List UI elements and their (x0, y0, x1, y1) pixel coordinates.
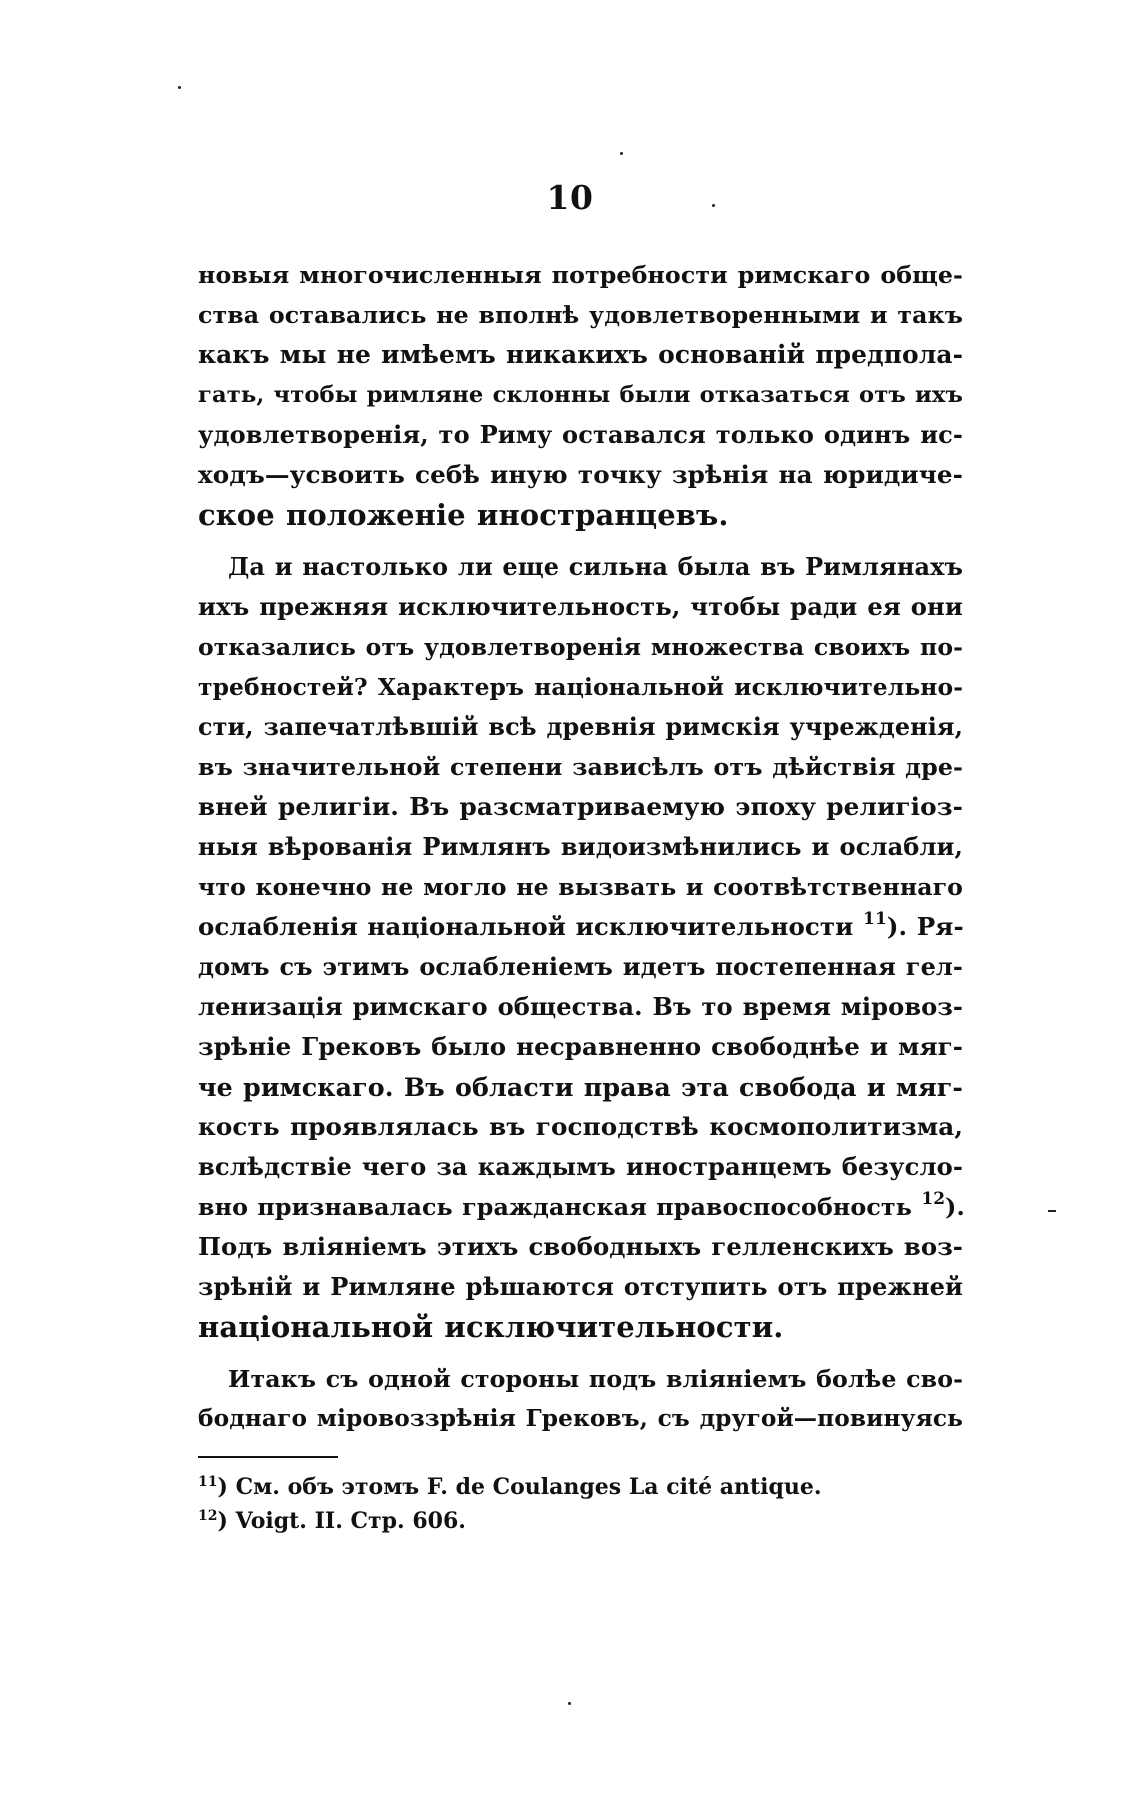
footnote-mark: $^{11}$) (198, 1474, 228, 1500)
text-line: ленизація римскаго общества. Въ то время міровоз- (198, 992, 963, 1021)
text-line: ходъ—усвоить себѣ иную точку зрѣнія на юридиче- (198, 460, 963, 489)
footnote-ref: 12 (921, 1189, 946, 1209)
text-line: гать, чтобы римляне склонны были отказаться отъ ихъ (198, 382, 963, 408)
scan-speck (568, 1702, 571, 1705)
text-line: новыя многочисленныя потребности римскаго обще- (198, 261, 963, 289)
scan-speck (712, 204, 715, 207)
text-line: сти, запечатлѣвшій всѣ древнія римскія учрежденія, (198, 713, 963, 741)
text-line-with-footnote-ref (198, 907, 963, 947)
text-line: отказались отъ удовлетворенія множества своихъ по- (198, 633, 963, 661)
text-line: удовлетворенія, то Риму оставался только одинъ ис- (198, 420, 963, 449)
footnote-text: См. объ этомъ F. de Coulanges La cité antique. (235, 1474, 822, 1500)
footnote-text: Voigt. II. Стр. 606. (235, 1508, 466, 1534)
scan-speck (1048, 1210, 1056, 1212)
text-line-tail: ). (945, 1193, 965, 1221)
footnote-ref: 11 (863, 909, 887, 929)
footnote (198, 1504, 898, 1538)
text-line: зрѣніе Грековъ было несравненно свободнѣе и мяг- (198, 1032, 963, 1061)
text-line: ныя вѣрованія Римлянъ видоизмѣнились и ослабли, (198, 832, 963, 861)
footnote-separator (198, 1456, 338, 1458)
text-line: боднаго міровоззрѣнія Грековъ, съ другой—повинуясь (198, 1405, 963, 1432)
text-line: че римскаго. Въ области права эта свобода и мяг- (198, 1072, 963, 1102)
text-line: вней религіи. Въ разсматриваемую эпоху религіоз- (198, 792, 963, 821)
text-line: ихъ прежняя исключительность, чтобы ради ея они (198, 592, 963, 621)
text-line: вслѣдствіе чего за каждымъ иностранцемъ безусло- (198, 1152, 963, 1181)
text-line: въ значительной степени зависѣлъ отъ дѣйствія дре- (198, 753, 963, 781)
text-line-content: вно признавалась гражданская правоспособность (198, 1193, 912, 1221)
text-line: требностей? Характеръ національной исключительно- (198, 673, 963, 701)
text-line: домъ съ этимъ ослабленіемъ идетъ постепенная гел- (198, 952, 963, 981)
text-line-with-footnote-ref (198, 1187, 963, 1227)
text-line: Да и настолько ли еще сильна была въ Римлянахъ (228, 552, 963, 581)
footnote-mark: $^{12}$) (198, 1508, 228, 1534)
text-line: зрѣній и Римляне рѣшаются отступить отъ прежней (198, 1272, 963, 1301)
text-line: Итакъ съ одной стороны подъ вліяніемъ болѣе сво- (228, 1365, 963, 1393)
text-line: кость проявлялась въ господствѣ космополитизма, (198, 1112, 963, 1141)
text-line: ства оставались не вполнѣ удовлетворенными и такъ (198, 301, 963, 329)
body-text (198, 255, 963, 1439)
text-line: ское положеніе иностранцевъ. (198, 498, 729, 532)
text-line: что конечно не могло не вызвать и соотвѣтственнаго (198, 873, 963, 901)
text-line: Подъ вліяніемъ этихъ свободныхъ гелленскихъ воз- (198, 1232, 963, 1261)
text-line-tail: ). Ря- (886, 912, 964, 941)
scan-speck (620, 152, 623, 155)
text-line: національной исключительности. (198, 1310, 784, 1344)
footnotes (198, 1470, 898, 1538)
footnote (198, 1470, 898, 1504)
text-line: какъ мы не имѣемъ никакихъ основаній предпола- (198, 340, 963, 369)
text-line-content: ослабленія національной исключительности (198, 912, 854, 941)
scan-speck (178, 86, 181, 89)
page-number: 10 (546, 178, 594, 217)
